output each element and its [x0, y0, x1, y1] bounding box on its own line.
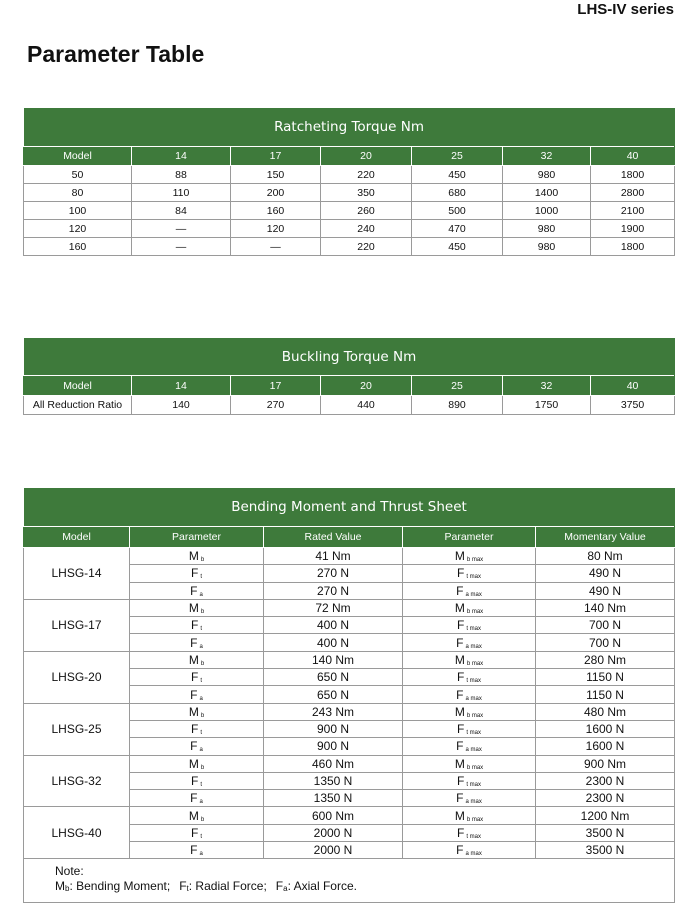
buckling-header-row: [24, 376, 675, 396]
ratcheting-header-row: [24, 147, 675, 166]
parameter-symbol: M: [188, 549, 199, 564]
ratcheting-cell: 150: [231, 166, 321, 184]
parameter-subscript: b max: [466, 660, 484, 667]
parameter-subscript: t max: [466, 833, 481, 840]
ratcheting-torque-title: Ratcheting Torque Nm: [24, 108, 675, 147]
parameter-cell: [130, 703, 264, 720]
ratcheting-cell: 350: [321, 184, 412, 202]
note-item: [276, 879, 357, 893]
ratcheting-cell: 450: [412, 166, 503, 184]
buckling-col-header: 25: [412, 376, 503, 396]
max-parameter-cell: [403, 755, 536, 772]
momentary-value-cell: 480 Nm: [536, 703, 675, 720]
ratcheting-cell: 1800: [591, 166, 675, 184]
note-item: [55, 879, 170, 893]
ratcheting-cell: 2100: [591, 202, 675, 220]
note-subscript: b: [65, 884, 70, 894]
parameter-subscript: b: [200, 660, 205, 667]
ratcheting-cell: 2800: [591, 184, 675, 202]
parameter-subscript: b max: [466, 764, 484, 771]
max-parameter-cell: [403, 686, 536, 703]
parameter-subscript: b max: [466, 816, 484, 823]
parameter-symbol: F: [456, 566, 465, 581]
rated-value-cell: 72 Nm: [264, 599, 403, 616]
rated-value-cell: 1350 N: [264, 790, 403, 807]
ratcheting-cell: 120: [24, 220, 132, 238]
ratcheting-cell: —: [132, 220, 231, 238]
ratcheting-cell: 980: [503, 238, 591, 256]
parameter-symbol: F: [190, 791, 198, 806]
momentary-value-cell: 1150 N: [536, 669, 675, 686]
parameter-symbol: M: [188, 652, 199, 667]
parameter-cell: [130, 548, 264, 565]
bending-col-header: Rated Value: [264, 527, 403, 548]
ratcheting-cell: 88: [132, 166, 231, 184]
rated-value-cell: 650 N: [264, 669, 403, 686]
bending-moment-title: Bending Moment and Thrust Sheet: [24, 488, 675, 527]
ratcheting-row: [24, 184, 675, 202]
max-parameter-cell: [403, 651, 536, 668]
buckling-col-header: Model: [24, 376, 132, 396]
rated-value-cell: 1350 N: [264, 772, 403, 789]
ratcheting-col-header: 25: [412, 147, 503, 166]
momentary-value-cell: 1600 N: [536, 738, 675, 755]
model-cell: LHSG-14: [24, 548, 130, 600]
ratcheting-cell: 980: [503, 220, 591, 238]
momentary-value-cell: 80 Nm: [536, 548, 675, 565]
bending-col-header: Model: [24, 527, 130, 548]
parameter-symbol: M: [188, 704, 199, 719]
parameter-cell: [130, 790, 264, 807]
parameter-cell: [130, 772, 264, 789]
note-text: : Radial Force;: [188, 879, 267, 894]
parameter-symbol: F: [190, 687, 198, 702]
bending-row: [24, 599, 675, 616]
parameter-cell: [130, 738, 264, 755]
model-cell: LHSG-40: [24, 807, 130, 859]
ratcheting-col-header: 40: [591, 147, 675, 166]
parameter-cell: [130, 651, 264, 668]
ratcheting-torque-table: [23, 108, 675, 256]
bending-row: [24, 703, 675, 720]
bending-col-header: Momentary Value: [536, 527, 675, 548]
momentary-value-cell: 1150 N: [536, 686, 675, 703]
note-cell: [24, 859, 675, 903]
ratcheting-cell: 220: [321, 238, 412, 256]
note-item: [179, 879, 267, 893]
max-parameter-cell: [403, 599, 536, 616]
parameter-subscript: a max: [465, 695, 482, 702]
parameter-subscript: a max: [465, 643, 482, 650]
buckling-col-header: 40: [591, 376, 675, 396]
ratcheting-cell: 240: [321, 220, 412, 238]
parameter-symbol: F: [190, 618, 199, 633]
momentary-value-cell: 700 N: [536, 634, 675, 651]
parameter-symbol: F: [190, 635, 198, 650]
parameter-symbol: M: [454, 549, 465, 564]
bending-row: [24, 755, 675, 772]
buckling-col-header: 14: [132, 376, 231, 396]
parameter-subscript: t: [200, 626, 202, 633]
buckling-cell: 440: [321, 396, 412, 415]
parameter-cell: [130, 755, 264, 772]
buckling-col-header: 20: [321, 376, 412, 396]
ratcheting-cell: 80: [24, 184, 132, 202]
parameter-cell: [130, 582, 264, 599]
buckling-cell: 3750: [591, 396, 675, 415]
note-symbol: F: [275, 879, 284, 894]
note-text: : Bending Moment;: [69, 879, 171, 894]
ratcheting-cell: 160: [24, 238, 132, 256]
parameter-symbol: F: [456, 739, 464, 754]
rated-value-cell: 900 N: [264, 738, 403, 755]
ratcheting-cell: 680: [412, 184, 503, 202]
note-row: [24, 859, 675, 903]
parameter-symbol: F: [456, 670, 465, 685]
parameter-symbol: F: [456, 722, 465, 737]
bending-col-header: Parameter: [130, 527, 264, 548]
parameter-subscript: a: [199, 851, 203, 858]
max-parameter-cell: [403, 720, 536, 737]
parameter-subscript: b: [200, 764, 205, 771]
max-parameter-cell: [403, 669, 536, 686]
parameter-symbol: M: [454, 756, 465, 771]
max-parameter-cell: [403, 565, 536, 582]
rated-value-cell: 41 Nm: [264, 548, 403, 565]
ratcheting-cell: 200: [231, 184, 321, 202]
parameter-cell: [130, 720, 264, 737]
parameter-subscript: t: [200, 574, 202, 581]
ratcheting-col-header: 20: [321, 147, 412, 166]
rated-value-cell: 2000 N: [264, 842, 403, 859]
model-cell: LHSG-25: [24, 703, 130, 755]
parameter-cell: [130, 669, 264, 686]
parameter-symbol: F: [190, 843, 198, 858]
buckling-torque-title: Buckling Torque Nm: [24, 338, 675, 376]
note-subscript: a: [283, 884, 288, 894]
ratcheting-cell: —: [231, 238, 321, 256]
parameter-subscript: a: [199, 591, 203, 598]
note-subscript: t: [186, 884, 189, 894]
max-parameter-cell: [403, 582, 536, 599]
parameter-symbol: F: [456, 791, 464, 806]
momentary-value-cell: 3500 N: [536, 842, 675, 859]
rated-value-cell: 400 N: [264, 617, 403, 634]
bending-moment-table: [23, 488, 675, 903]
bending-row: [24, 807, 675, 824]
model-cell: LHSG-32: [24, 755, 130, 807]
parameter-cell: [130, 807, 264, 824]
rated-value-cell: 600 Nm: [264, 807, 403, 824]
parameter-subscript: t max: [466, 782, 481, 788]
parameter-cell: [130, 565, 264, 582]
parameter-subscript: t: [200, 782, 202, 788]
ratcheting-col-header: 17: [231, 147, 321, 166]
note-symbol: M: [55, 879, 65, 894]
buckling-cell: 1750: [503, 396, 591, 415]
bending-row: [24, 651, 675, 668]
parameter-subscript: t max: [466, 626, 481, 633]
max-parameter-cell: [403, 842, 536, 859]
parameter-symbol: M: [454, 808, 465, 823]
parameter-symbol: F: [190, 722, 199, 737]
ratcheting-cell: 110: [132, 184, 231, 202]
note-legend: [55, 879, 674, 896]
max-parameter-cell: [403, 548, 536, 565]
rated-value-cell: 2000 N: [264, 824, 403, 841]
parameter-symbol: M: [454, 652, 465, 667]
rated-value-cell: 270 N: [264, 582, 403, 599]
parameter-subscript: b max: [466, 712, 484, 719]
parameter-subscript: t max: [466, 730, 481, 737]
ratcheting-cell: 260: [321, 202, 412, 220]
parameter-symbol: M: [188, 808, 199, 823]
max-parameter-cell: [403, 824, 536, 841]
parameter-symbol: F: [456, 635, 464, 650]
rated-value-cell: 270 N: [264, 565, 403, 582]
ratcheting-col-header: 32: [503, 147, 591, 166]
parameter-subscript: a: [199, 643, 203, 650]
momentary-value-cell: 490 N: [536, 565, 675, 582]
parameter-symbol: F: [456, 687, 464, 702]
parameter-symbol: F: [190, 774, 199, 788]
momentary-value-cell: 3500 N: [536, 824, 675, 841]
parameter-subscript: b: [200, 609, 205, 616]
ratcheting-row: [24, 238, 675, 256]
ratcheting-cell: 50: [24, 166, 132, 184]
parameter-subscript: t: [200, 833, 202, 840]
bending-header-row: [24, 527, 675, 548]
buckling-col-header: 32: [503, 376, 591, 396]
parameter-subscript: t max: [466, 678, 481, 685]
parameter-cell: [130, 599, 264, 616]
ratcheting-cell: 84: [132, 202, 231, 220]
parameter-symbol: F: [456, 583, 464, 598]
parameter-subscript: a max: [465, 799, 482, 806]
ratcheting-cell: 1900: [591, 220, 675, 238]
max-parameter-cell: [403, 634, 536, 651]
ratcheting-col-header: Model: [24, 147, 132, 166]
max-parameter-cell: [403, 703, 536, 720]
parameter-symbol: F: [190, 825, 199, 840]
max-parameter-cell: [403, 738, 536, 755]
note-label: Note:: [55, 864, 84, 879]
parameter-cell: [130, 634, 264, 651]
ratcheting-cell: 470: [412, 220, 503, 238]
parameter-subscript: b max: [466, 557, 484, 564]
buckling-cell: 890: [412, 396, 503, 415]
note-text: : Axial Force.: [287, 879, 357, 894]
parameter-subscript: a: [199, 695, 203, 702]
ratcheting-row: [24, 166, 675, 184]
bending-col-header: Parameter: [403, 527, 536, 548]
ratcheting-cell: 1000: [503, 202, 591, 220]
parameter-subscript: b: [200, 816, 205, 823]
momentary-value-cell: 140 Nm: [536, 599, 675, 616]
parameter-subscript: t: [200, 678, 202, 685]
ratcheting-cell: 220: [321, 166, 412, 184]
parameter-cell: [130, 617, 264, 634]
momentary-value-cell: 700 N: [536, 617, 675, 634]
parameter-subscript: a max: [465, 851, 482, 858]
model-cell: LHSG-17: [24, 599, 130, 651]
ratcheting-cell: 500: [412, 202, 503, 220]
parameter-subscript: b: [200, 712, 205, 719]
rated-value-cell: 140 Nm: [264, 651, 403, 668]
note-symbol: F: [179, 879, 187, 894]
ratcheting-cell: 100: [24, 202, 132, 220]
parameter-subscript: a: [199, 799, 203, 806]
parameter-symbol: F: [456, 825, 465, 840]
buckling-cell: All Reduction Ratio: [24, 396, 132, 415]
parameter-subscript: a max: [465, 747, 482, 754]
parameter-symbol: F: [456, 618, 465, 633]
buckling-torque-table: [23, 338, 675, 415]
ratcheting-row: [24, 220, 675, 238]
parameter-subscript: b: [200, 557, 205, 564]
momentary-value-cell: 1600 N: [536, 720, 675, 737]
parameter-subscript: b max: [466, 609, 484, 616]
momentary-value-cell: 490 N: [536, 582, 675, 599]
momentary-value-cell: 2300 N: [536, 790, 675, 807]
parameter-symbol: M: [188, 601, 199, 616]
max-parameter-cell: [403, 790, 536, 807]
ratcheting-cell: 450: [412, 238, 503, 256]
buckling-cell: 140: [132, 396, 231, 415]
momentary-value-cell: 1200 Nm: [536, 807, 675, 824]
ratcheting-cell: 120: [231, 220, 321, 238]
momentary-value-cell: 2300 N: [536, 772, 675, 789]
parameter-subscript: a: [199, 747, 203, 754]
parameter-symbol: M: [188, 756, 199, 771]
page-title: Parameter Table: [27, 41, 205, 67]
rated-value-cell: 460 Nm: [264, 755, 403, 772]
rated-value-cell: 243 Nm: [264, 703, 403, 720]
parameter-subscript: t: [200, 730, 202, 737]
rated-value-cell: 400 N: [264, 634, 403, 651]
ratcheting-cell: 160: [231, 202, 321, 220]
ratcheting-cell: 980: [503, 166, 591, 184]
parameter-symbol: F: [190, 739, 198, 754]
model-cell: LHSG-20: [24, 651, 130, 703]
parameter-cell: [130, 686, 264, 703]
max-parameter-cell: [403, 772, 536, 789]
buckling-row: [24, 396, 675, 415]
parameter-symbol: F: [456, 843, 464, 858]
parameter-symbol: F: [190, 583, 198, 598]
parameter-cell: [130, 842, 264, 859]
parameter-symbol: M: [454, 601, 465, 616]
ratcheting-cell: 1400: [503, 184, 591, 202]
ratcheting-cell: —: [132, 238, 231, 256]
parameter-cell: [130, 824, 264, 841]
ratcheting-row: [24, 202, 675, 220]
parameter-symbol: M: [454, 704, 465, 719]
momentary-value-cell: 280 Nm: [536, 651, 675, 668]
parameter-symbol: F: [456, 774, 465, 788]
ratcheting-col-header: 14: [132, 147, 231, 166]
series-label: LHS-IV series: [577, 1, 674, 18]
max-parameter-cell: [403, 617, 536, 634]
parameter-symbol: F: [190, 566, 199, 581]
parameter-subscript: t max: [466, 574, 481, 581]
momentary-value-cell: 900 Nm: [536, 755, 675, 772]
rated-value-cell: 900 N: [264, 720, 403, 737]
bending-row: [24, 548, 675, 565]
buckling-col-header: 17: [231, 376, 321, 396]
buckling-cell: 270: [231, 396, 321, 415]
max-parameter-cell: [403, 807, 536, 824]
rated-value-cell: 650 N: [264, 686, 403, 703]
ratcheting-cell: 1800: [591, 238, 675, 256]
parameter-symbol: F: [190, 670, 199, 685]
parameter-subscript: a max: [465, 591, 482, 598]
